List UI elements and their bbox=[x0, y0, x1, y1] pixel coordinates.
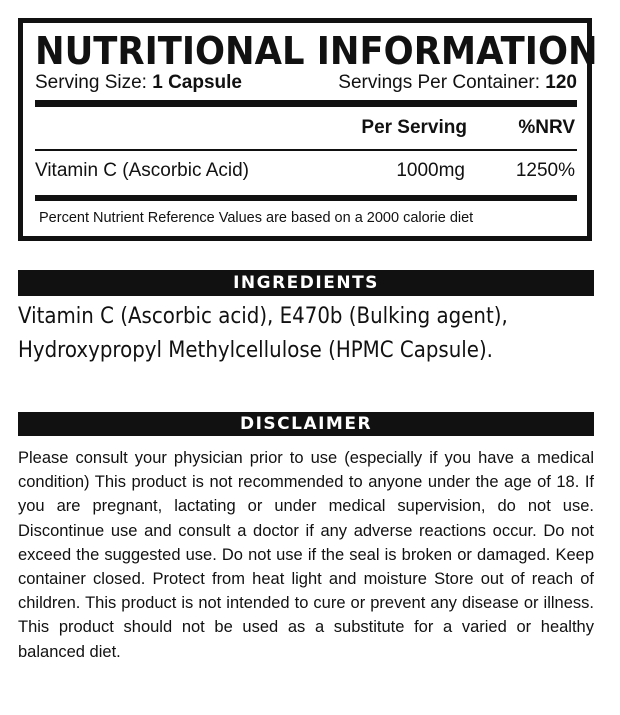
serving-size bbox=[35, 71, 242, 95]
ingredients-text: Vitamin C (Ascorbic acid), E470b (Bulking agent), Hydroxypropyl Methylcellulose (HPMC Capsule). bbox=[18, 304, 508, 363]
serving-size-label: Serving Size: bbox=[35, 72, 147, 93]
nutrition-title: NUTRITIONAL INFORMATION bbox=[35, 29, 598, 73]
ingredients-heading: INGREDIENTS bbox=[18, 270, 594, 296]
nutrient-nrv: 1250% bbox=[515, 160, 575, 181]
servings-per-container-label: Servings Per Container: bbox=[338, 72, 541, 93]
disclaimer-heading: DISCLAIMER bbox=[18, 412, 594, 436]
column-header-per-serving: Per Serving bbox=[361, 117, 467, 138]
table-header-row bbox=[35, 115, 577, 141]
thick-divider-bottom bbox=[35, 195, 577, 201]
serving-info-row bbox=[35, 71, 577, 95]
nutrition-facts-panel bbox=[18, 18, 598, 241]
thin-divider bbox=[35, 149, 577, 151]
nrv-footnote: Percent Nutrient Reference Values are based on a 2000 calorie diet bbox=[39, 210, 474, 226]
column-header-nrv: %NRV bbox=[518, 117, 575, 138]
nutrient-amount: 1000mg bbox=[396, 160, 465, 181]
serving-size-value: 1 Capsule bbox=[152, 72, 242, 93]
servings-per-container-value: 120 bbox=[545, 72, 577, 93]
table-row bbox=[35, 157, 577, 185]
nutrient-name: Vitamin C (Ascorbic Acid) bbox=[35, 160, 249, 181]
servings-per-container bbox=[338, 71, 577, 95]
disclaimer-text: Please consult your physician prior to use (especially if you have a medical condition) This product is not recommended to anyone under the age of 18. If you are pregnant, lactating or under medical supervision, do not use. Discontinue use and consult a doctor if any adverse reactions occur. Do not exceed the suggested use. Do not use if the seal is broken or damaged. Keep container closed. Protect from heat light and moisture Store out of reach of children. This product is not intended to cure or prevent any disease or illness. This product should not be used as a substitute for a varied or healthy balanced diet. bbox=[18, 449, 594, 661]
thick-divider bbox=[35, 100, 577, 107]
